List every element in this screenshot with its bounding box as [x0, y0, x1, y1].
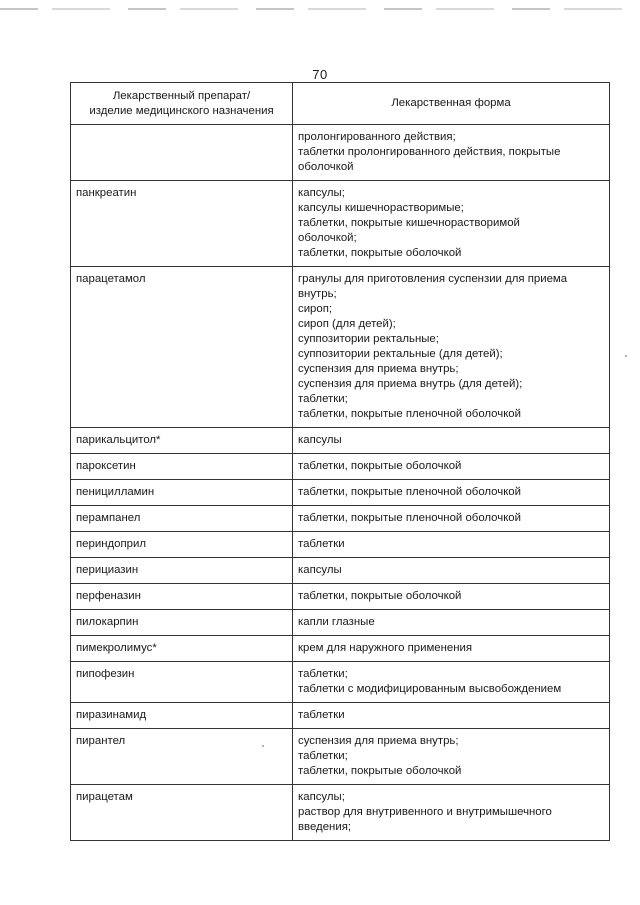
table-row [71, 584, 610, 610]
drug-name-cell [71, 480, 293, 506]
dosage-form-line: таблетки, покрытые оболочкой [298, 460, 462, 472]
header-drug-line2: изделие медицинского назначения [89, 104, 274, 117]
drug-name: пароксетин [76, 460, 136, 472]
drug-name: пирантел [76, 735, 126, 747]
dosage-form-line: оболочкой; [298, 232, 357, 244]
header-drug-line1: Лекарственный препарат/ [112, 89, 251, 102]
table-row [71, 703, 610, 729]
dosage-form-line: таблетки [298, 709, 345, 721]
dosage-form-cell [293, 610, 610, 636]
drug-name: пирацетам [76, 791, 133, 803]
dosage-form-line: введения; [298, 821, 352, 833]
dosage-form-line: таблетки; [298, 393, 348, 405]
dosage-form-line: суппозитории ректальные (для детей); [298, 348, 503, 360]
drug-name: пипофезин [76, 668, 135, 680]
drug-name-cell [71, 729, 293, 785]
dosage-form-line: гранулы для приготовления суспензии для приема [298, 273, 568, 285]
dosage-form-line: пролонгированного действия; [298, 131, 456, 143]
dosage-form-cell [293, 506, 610, 532]
drug-name: перфеназин [76, 590, 141, 602]
dosage-form-line: капсулы [298, 564, 342, 576]
drug-name: перампанел [76, 512, 141, 524]
dosage-form-line: крем для наружного применения [298, 642, 473, 654]
table-row [71, 454, 610, 480]
drug-name: парацетамол [76, 273, 146, 285]
dosage-form-line: сироп (для детей); [298, 318, 396, 330]
dosage-form-line: капли глазные [298, 616, 375, 628]
header-form: Лекарственная форма [293, 83, 610, 125]
drug-name-cell [71, 610, 293, 636]
table-row [71, 125, 610, 181]
drug-name-cell [71, 785, 293, 841]
dosage-form-line: суспензия для приема внутрь (для детей); [298, 378, 523, 390]
table-row [71, 729, 610, 785]
dosage-form-cell [293, 729, 610, 785]
dosage-form-line: суспензия для приема внутрь; [298, 363, 459, 375]
dosage-form-cell [293, 584, 610, 610]
drug-name: пиразинамид [76, 709, 147, 721]
table-row [71, 267, 610, 428]
drug-name: парикальцитол* [76, 434, 161, 446]
table-row [71, 662, 610, 703]
table-row [71, 532, 610, 558]
scan-artifact-top-border [0, 8, 640, 10]
table-row [71, 558, 610, 584]
drug-name-cell [71, 454, 293, 480]
dosage-form-cell [293, 480, 610, 506]
header-drug [71, 83, 293, 125]
table-row [71, 636, 610, 662]
drug-name-cell [71, 636, 293, 662]
drug-name-cell [71, 703, 293, 729]
dosage-form-line: таблетки, покрытые пленочной оболочкой [298, 408, 522, 420]
drug-name-cell [71, 125, 293, 181]
table-row [71, 506, 610, 532]
table-row [71, 181, 610, 267]
dosage-form-cell [293, 125, 610, 181]
dosage-form-line: суппозитории ректальные; [298, 333, 439, 345]
drug-name: панкреатин [76, 187, 137, 199]
drug-name: пилокарпин [76, 616, 139, 628]
drug-name-cell [71, 532, 293, 558]
dosage-form-cell [293, 785, 610, 841]
drug-name-cell [71, 428, 293, 454]
drug-name-cell [71, 506, 293, 532]
dosage-form-line: таблетки; [298, 750, 348, 762]
drug-name: перициазин [76, 564, 139, 576]
dosage-form-line: таблетки, покрытые оболочкой [298, 247, 462, 259]
drug-name-cell [71, 662, 293, 703]
drug-name-cell [71, 181, 293, 267]
dosage-form-cell [293, 267, 610, 428]
scan-speck [262, 745, 264, 747]
table-row [71, 610, 610, 636]
dosage-form-line: капсулы; [298, 791, 345, 803]
drug-name: периндоприл [76, 538, 146, 550]
dosage-form-line: капсулы кишечнорастворимые; [298, 202, 464, 214]
dosage-form-line: оболочкой [298, 161, 354, 173]
drug-name-cell [71, 558, 293, 584]
dosage-form-line: таблетки [298, 538, 345, 550]
dosage-form-cell [293, 454, 610, 480]
drug-name-cell [71, 584, 293, 610]
table-header-row [71, 83, 610, 125]
dosage-form-line: внутрь; [298, 288, 337, 300]
scan-speck [625, 355, 627, 357]
table-row [71, 428, 610, 454]
dosage-form-line: таблетки пролонгированного действия, покрытые [298, 146, 561, 158]
dosage-form-line: таблетки, покрытые оболочкой [298, 765, 462, 777]
drug-name: пеницилламин [76, 486, 155, 498]
medication-table [70, 82, 610, 841]
dosage-form-line: сироп; [298, 303, 333, 315]
dosage-form-line: таблетки; [298, 668, 348, 680]
dosage-form-cell [293, 662, 610, 703]
page-number: 70 [312, 67, 328, 82]
dosage-form-line: таблетки, покрытые пленочной оболочкой [298, 512, 522, 524]
dosage-form-cell [293, 181, 610, 267]
dosage-form-line: таблетки, покрытые кишечнорастворимой [298, 217, 520, 229]
dosage-form-cell [293, 703, 610, 729]
dosage-form-cell [293, 558, 610, 584]
dosage-form-line: таблетки, покрытые пленочной оболочкой [298, 486, 522, 498]
dosage-form-cell [293, 532, 610, 558]
dosage-form-cell [293, 428, 610, 454]
drug-name: пимекролимус* [76, 642, 157, 654]
table-body [71, 125, 610, 841]
dosage-form-line: капсулы [298, 434, 342, 446]
dosage-form-line: раствор для внутривенного и внутримышечного [298, 806, 552, 818]
dosage-form-line: суспензия для приема внутрь; [298, 735, 459, 747]
dosage-form-cell [293, 636, 610, 662]
drug-name-cell [71, 267, 293, 428]
dosage-form-line: капсулы; [298, 187, 345, 199]
table-row [71, 785, 610, 841]
table-row [71, 480, 610, 506]
dosage-form-line: таблетки, покрытые оболочкой [298, 590, 462, 602]
dosage-form-line: таблетки с модифицированным высвобождением [298, 683, 562, 695]
